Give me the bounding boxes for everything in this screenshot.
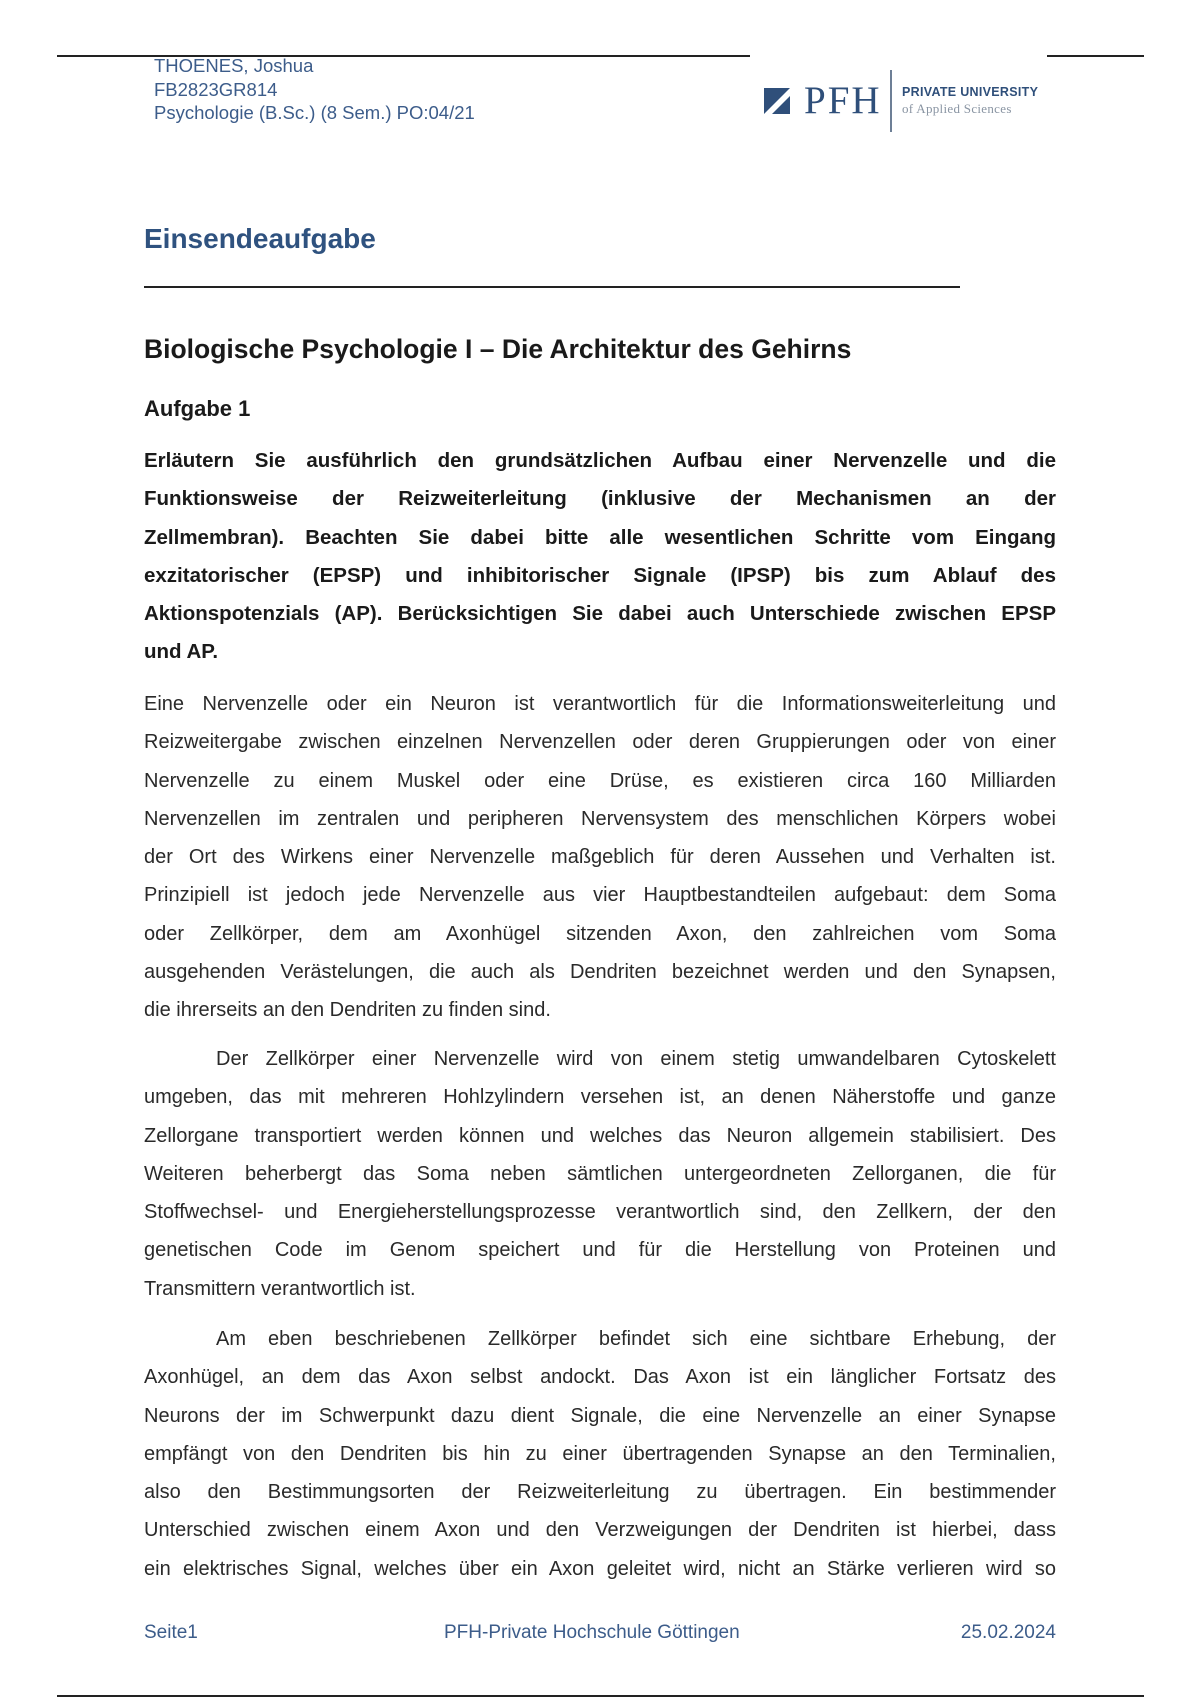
text-line: Weiteren beherbergt das Soma neben sämtlichen untergeordneten Zellorganen, die für xyxy=(144,1162,1056,1185)
student-id: FB2823GR814 xyxy=(154,78,278,100)
text-line: Nervenzelle zu einem Muskel oder eine Drüse, es existieren circa 160 Milliarden xyxy=(144,769,1056,792)
text-line: Zellorgane transportiert werden können und welches das Neuron allgemein stabilisiert. Des xyxy=(144,1124,1056,1147)
task-heading: Aufgabe 1 xyxy=(144,396,251,421)
document-title: Biologische Psychologie I – Die Architektur des Gehirns xyxy=(144,334,852,364)
text-line: der Ort des Wirkens einer Nervenzelle maßgeblich für deren Aussehen und Verhalten ist. xyxy=(144,846,1056,869)
text-line: Neurons der im Schwerpunkt dazu dient Signale, die eine Nervenzelle an einer Synapse xyxy=(144,1404,1056,1427)
task-description xyxy=(144,442,1056,672)
logo-tagline-line2: of Applied Sciences xyxy=(902,101,1012,116)
document-type-heading: Einsendeaufgabe xyxy=(144,223,376,254)
text-line: ausgehenden Verästelungen, die auch als Dendriten bezeichnet werden und den Synapsen, xyxy=(144,961,1056,984)
text-line: Der Zellkörper einer Nervenzelle wird von einem stetig umwandelbaren Cytoskelett xyxy=(216,1048,1056,1070)
text-line: Prinzipiell ist jedoch jede Nervenzelle aus vier Hauptbestandteilen aufgebaut: dem Soma xyxy=(144,884,1056,907)
body-paragraph-3 xyxy=(144,1320,1056,1588)
task-line: Erläutern Sie ausführlich den grundsätzlichen Aufbau einer Nervenzelle und die xyxy=(144,449,1056,472)
header-rule-right xyxy=(1047,55,1144,57)
text-line: Axonhügel, an dem das Axon selbst andockt. Das Axon ist ein länglicher Fortsatz des xyxy=(144,1366,1056,1389)
author-name: THOENES, Joshua xyxy=(154,55,314,76)
footer-rule xyxy=(57,1695,1144,1697)
text-line: genetischen Code im Genom speichert und für die Herstellung von Proteinen und xyxy=(144,1239,1056,1262)
text-line: die ihrerseits an den Dendriten zu finden sind. xyxy=(144,999,551,1022)
logo-mark-icon xyxy=(764,88,790,114)
title-divider xyxy=(144,286,960,288)
university-logo xyxy=(764,68,1044,134)
text-line: ein elektrisches Signal, welches über ein Axon geleitet wird, nicht an Stärke verlieren wird so xyxy=(144,1557,1056,1580)
task-line: und AP. xyxy=(144,640,219,664)
text-line: Eine Nervenzelle oder ein Neuron ist verantwortlich für die Informationsweiterleitung und xyxy=(144,693,1056,715)
logo-wordmark: PFH xyxy=(804,79,882,122)
task-line: Zellmembran). Beachten Sie dabei bitte alle wesentlichen Schritte vom Eingang xyxy=(144,525,1056,549)
text-line: Nervenzellen im zentralen und peripheren Nervensystem des menschlichen Körpers wobei xyxy=(144,807,1056,830)
text-line: Stoffwechsel- und Energieherstellungsprozesse verantwortlich sind, den Zellkern, der den xyxy=(144,1201,1056,1224)
task-line: Funktionsweise der Reizweiterleitung (inklusive der Mechanismen an der xyxy=(144,487,1056,511)
body-paragraph-2 xyxy=(144,1040,1056,1308)
text-line: Am eben beschriebenen Zellkörper befindet sich eine sichtbare Erhebung, der xyxy=(216,1328,1056,1350)
text-line: Transmittern verantwortlich ist. xyxy=(144,1277,416,1300)
footer-date: 25.02.2024 xyxy=(960,1622,1056,1643)
logo-tagline-line1: PRIVATE UNIVERSITY xyxy=(902,85,1039,99)
text-line: umgeben, das mit mehreren Hohlzylindern versehen ist, an denen Näherstoffe und ganze xyxy=(144,1086,1056,1109)
text-line: Reizweitergabe zwischen einzelnen Nervenzellen oder deren Gruppierungen oder von einer xyxy=(144,731,1056,754)
footer-institution: PFH-Private Hochschule Göttingen xyxy=(444,1622,740,1643)
task-line: Aktionspotenzials (AP). Berücksichtigen Sie dabei auch Unterschiede zwischen EPSP xyxy=(144,602,1056,626)
text-line: oder Zellkörper, dem am Axonhügel sitzenden Axon, den zahlreichen vom Soma xyxy=(144,922,1056,945)
body-paragraph-1 xyxy=(144,685,1056,1030)
task-line: exzitatorischer (EPSP) und inhibitorischer Signale (IPSP) bis zum Ablauf des xyxy=(144,563,1056,587)
text-line: empfängt von den Dendriten bis hin zu einer übertragenden Synapse an den Terminalien, xyxy=(144,1442,1056,1465)
header-meta xyxy=(154,54,475,125)
footer-page-number: Seite1 xyxy=(144,1622,198,1643)
text-line: Unterschied zwischen einem Axon und den Verzweigungen der Dendriten ist hierbei, dass xyxy=(144,1519,1056,1542)
text-line: also den Bestimmungsorten der Reizweiterleitung zu übertragen. Ein bestimmender xyxy=(144,1481,1056,1504)
logo-divider xyxy=(890,70,892,132)
study-program: Psychologie (B.Sc.) (8 Sem.) PO:04/21 xyxy=(154,102,475,123)
